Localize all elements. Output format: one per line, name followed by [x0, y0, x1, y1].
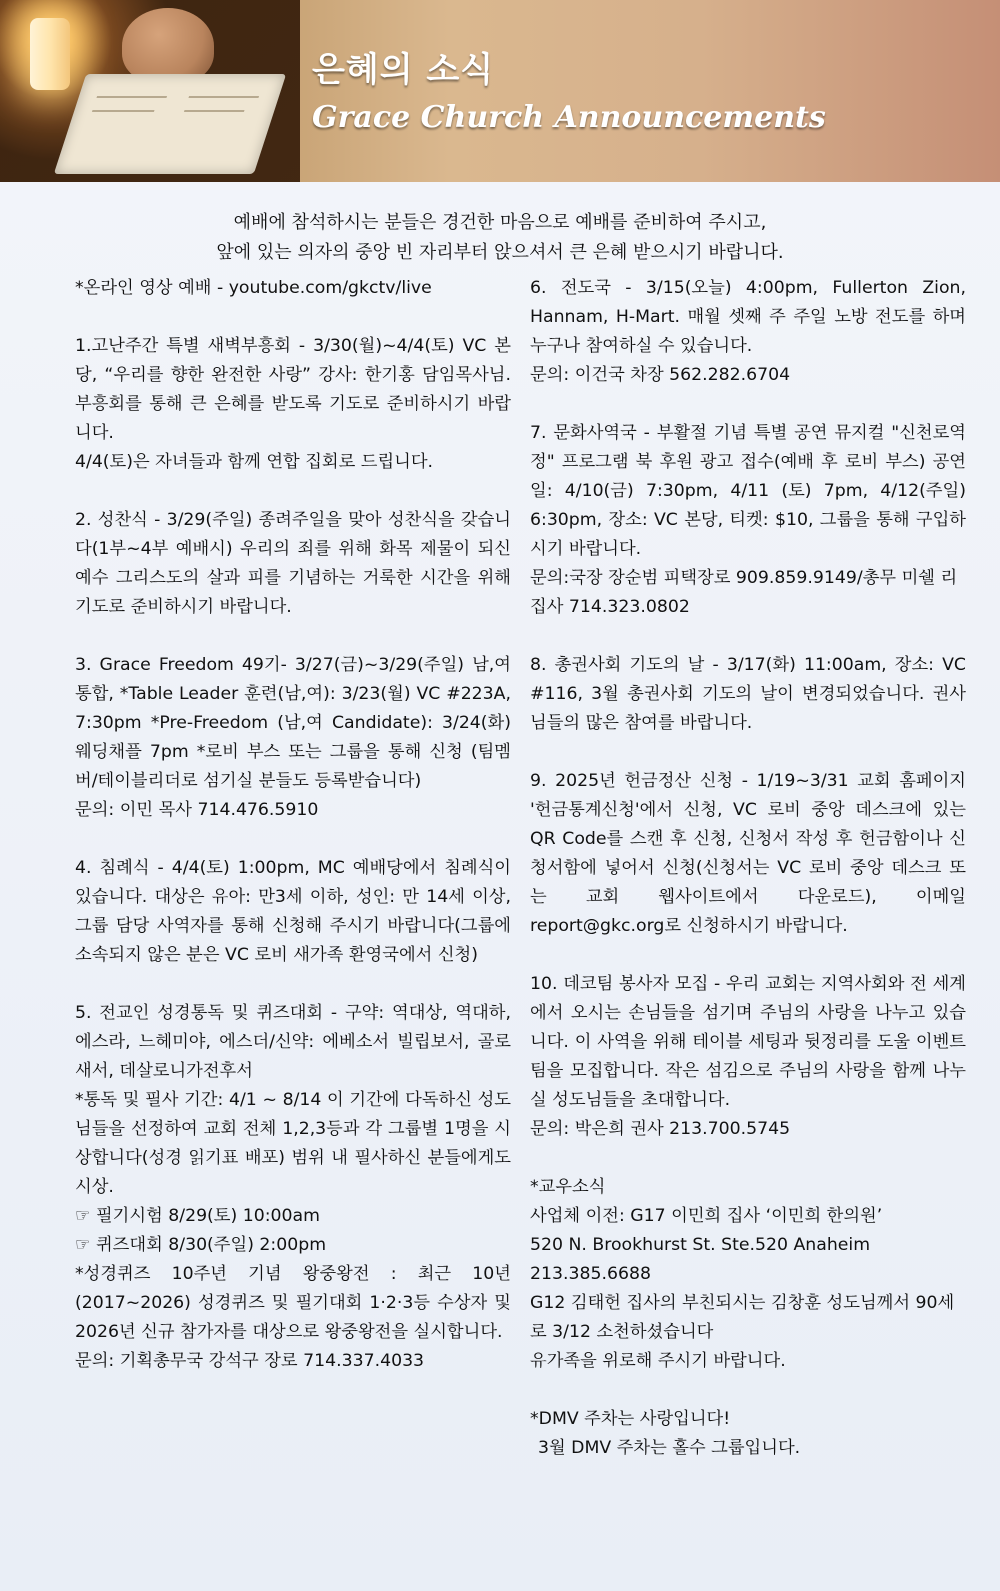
announcement-6: 6. 전도국 - 3/15(오늘) 4:00pm, Fullerton Zion, Hannam, H-Mart. 매월 셋째 주 주일 노방 전도를 하며 누구나 참여하실 수 있습니다.: [530, 278, 966, 356]
intro-message: [110, 208, 890, 268]
intro-line-1: 예배에 참석하시는 분들은 경건한 마음으로 예배를 준비하여 주시고,: [233, 212, 767, 233]
announcement-10: 10. 데코팀 봉사자 모집 - 우리 교회는 지역사회와 전 세계에서 오시는 손님들을 섬기며 주님의 사랑을 나누고 있습니다. 이 사역을 위해 테이블 세팅과 뒷정리를 도울 이벤트팀을 모집합니다. 작은 섬김으로 주님의 사랑을 함께 나누실 성도님들을 초대합니다.: [530, 974, 966, 1110]
announcement-8: 8. 총권사회 기도의 날 - 3/17(화) 11:00am, 장소: VC #116, 3월 총권사회 기도의 날이 변경되었습니다. 권사님들의 많은 참여를 바랍니다.: [530, 655, 966, 733]
announcement-1-note: 4/4(토)은 자녀들과 함께 연합 집회로 드립니다.: [75, 452, 434, 472]
alumni-news-4: G12 김태헌 집사의 부친되시는 김창훈 성도님께서 90세로 3/12 소천하셨습니다: [530, 1293, 955, 1342]
announcement-5-anniversary: *성경퀴즈 10주년 기념 왕중왕전 : 최근 10년(2017~2026) 성경퀴즈 및 필기대회 1·2·3등 수상자 및 2026년 신규 참가자를 대상으로 왕중왕전을 실시합니다.: [75, 1264, 511, 1342]
announcement-6-contact: 문의: 이건국 차장 562.282.6704: [530, 365, 791, 385]
page-title-korean: 은혜의 소식: [312, 50, 495, 90]
announcement-9: 9. 2025년 헌금정산 신청 - 1/19~3/31 교회 홈페이지 '헌금통계신청'에서 신청, VC 로비 중앙 데스크에 있는 QR Code를 스캔 후 신청, 신청서 작성 후 헌금함이나 신청서함에 넣어서 신청(신청서는 VC 로비 중앙 데스크 또는 교회 웹사이트에서 다운로드), 이메일 report@gkc.org로 신청하시기 바랍니다.: [530, 771, 966, 936]
alumni-news-5: 유가족을 위로해 주시기 바랍니다.: [530, 1351, 786, 1371]
announcement-5: 5. 전교인 성경통독 및 퀴즈대회 - 구약: 역대상, 역대하, 에스라, 느헤미야, 에스더/신약: 에베소서 빌립보서, 골로새서, 데살로니가전후서: [75, 1003, 511, 1081]
alumni-news-2: 520 N. Brookhurst St. Ste.520 Anaheim: [530, 1235, 871, 1255]
header-banner: [0, 0, 1000, 182]
alumni-news-3: 213.385.6688: [530, 1264, 651, 1284]
alumni-news-1: 사업체 이전: G17 이민희 집사 ‘이민희 한의원’: [530, 1206, 883, 1226]
praying-hands-icon: [122, 8, 214, 84]
announcement-1: 1.고난주간 특별 새벽부흥회 - 3/30(월)~4/4(토) VC 본당, “우리를 향한 완전한 사랑” 강사: 한기홍 담임목사님. 부흥회를 통해 큰 은혜를 받도록 기도로 준비하시기 바랍니다.: [75, 336, 511, 443]
announcement-3-contact: 문의: 이민 목사 714.476.5910: [75, 800, 319, 820]
alumni-news-title: *교우소식: [530, 1177, 606, 1197]
announcement-4: 4. 침례식 - 4/4(토) 1:00pm, MC 예배당에서 침례식이 있습니다. 대상은 유아: 만3세 이하, 성인: 만 14세 이상, 그룹 담당 사역자를 통해 신청해 주시기 바랍니다(그룹에 소속되지 않은 분은 VC 로비 새가족 환영국에서 신청): [75, 858, 511, 965]
announcement-5-period: *통독 및 필사 기간: 4/1 ~ 8/14 이 기간에 다독하신 성도님들을 선정하여 교회 전체 1,2,3등과 각 그룹별 1명을 시상합니다(성경 읽기표 배포) 범위 내 필사하신 분들에게도 시상.: [75, 1090, 511, 1197]
announcement-3: 3. Grace Freedom 49기- 3/27(금)~3/29(주일) 남,여 통합, *Table Leader 훈련(남,여): 3/23(월) VC #223A, 7:30pm *Pre-Freedom (남,여 Candidate): 3/24(화) 웨딩채플 7pm *로비 부스 또는 그룹을 통해 신청 (팀멤버/테이블리더로 섬기실 분들도 등록받습니다): [75, 655, 511, 791]
online-worship: *온라인 영상 예배 - youtube.com/gkctv/live: [75, 278, 432, 298]
bible-icon: [54, 74, 286, 174]
announcement-5-contact: 문의: 기획총무국 강석구 장로 714.337.4033: [75, 1351, 425, 1371]
announcement-7-contact: 문의:국장 장순범 피택장로 909.859.9149/총무 미쉘 리 집사 714.323.0802: [530, 568, 958, 617]
announcement-5-exam: ☞ 필기시험 8/29(토) 10:00am: [75, 1206, 320, 1226]
dmv-parking-text: 3월 DMV 주차는 홀수 그룹입니다.: [538, 1438, 801, 1458]
page-title-english: Grace Church Announcements: [312, 100, 826, 135]
announcement-2: 2. 성찬식 - 3/29(주일) 종려주일을 맞아 성찬식을 갖습니다(1부~4부 예배시) 우리의 죄를 위해 화목 제물이 되신 예수 그리스도의 살과 피를 기념하는 거룩한 시간을 위해 기도로 준비하시기 바랍니다.: [75, 510, 511, 617]
candle-bible-photo: [0, 0, 300, 182]
candle-icon: [30, 18, 70, 90]
announcement-7: 7. 문화사역국 - 부활절 기념 특별 공연 뮤지컬 "신천로역정" 프로그램 북 후원 광고 접수(예배 후 로비 부스) 공연일: 4/10(금) 7:30pm, 4/11 (토) 7pm, 4/12(주일) 6:30pm, 장소: VC 본당, 티켓: $10, 그룹을 통해 구입하시기 바랍니다.: [530, 423, 966, 559]
intro-line-2: 앞에 있는 의자의 중앙 빈 자리부터 앉으셔서 큰 은혜 받으시기 바랍니다.: [216, 242, 784, 263]
left-column: [75, 274, 511, 1376]
announcement-10-contact: 문의: 박은희 권사 213.700.5745: [530, 1119, 791, 1139]
right-column: [530, 274, 966, 1463]
announcement-5-quiz: ☞ 퀴즈대회 8/30(주일) 2:00pm: [75, 1235, 327, 1255]
dmv-parking-title: *DMV 주차는 사랑입니다!: [530, 1409, 731, 1429]
